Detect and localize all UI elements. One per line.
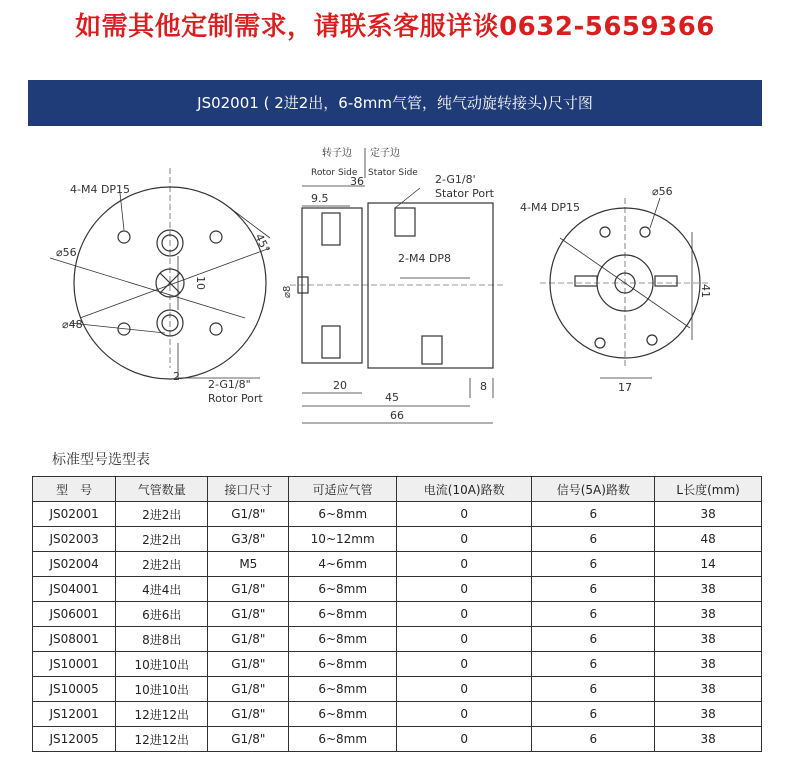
dim-45: 45 (385, 391, 399, 404)
stator-port-label-1: 2-G1/8' (435, 173, 476, 186)
table-cell: 12进12出 (116, 727, 208, 752)
dim-20: 20 (333, 379, 347, 392)
rotor-side-en: Rotor Side (311, 168, 358, 178)
table-cell: 0 (396, 502, 531, 527)
table-cell: 8进8出 (116, 627, 208, 652)
table-cell: 6 (532, 727, 655, 752)
left-dia56-label: ⌀56 (56, 246, 77, 259)
table-cell: G1/8" (208, 652, 289, 677)
table-row (33, 602, 762, 627)
table-cell: 4进4出 (116, 577, 208, 602)
table-cell: G1/8" (208, 502, 289, 527)
right-holes-label: 4-M4 DP15 (520, 201, 581, 214)
table-cell: 2进2出 (116, 527, 208, 552)
column-header: 可适应气管 (289, 477, 397, 502)
dim-36: 36 (350, 175, 364, 188)
dim-66: 66 (390, 409, 404, 422)
table-row (33, 527, 762, 552)
table-cell: 10进10出 (116, 677, 208, 702)
table-cell: 0 (396, 727, 531, 752)
table-cell: 2进2出 (116, 552, 208, 577)
table-cell: 6~8mm (289, 702, 397, 727)
left-dim-10: 10 (194, 276, 207, 290)
table-header-row (33, 477, 762, 502)
front-view-rotor (50, 168, 273, 379)
table-cell: 6 (532, 677, 655, 702)
table-cell: G1/8" (208, 677, 289, 702)
dim-17: 17 (618, 381, 632, 394)
rotor-port-label-1: 2-G1/8" (208, 378, 251, 391)
table-cell: 38 (655, 677, 762, 702)
stator-side-cn: 定子边 (370, 148, 400, 159)
table-cell: 2进2出 (116, 502, 208, 527)
table-cell: 38 (655, 727, 762, 752)
table-cell: JS08001 (33, 627, 116, 652)
table-cell: 6~8mm (289, 502, 397, 527)
table-cell: 6 (532, 627, 655, 652)
left-holes-label: 4-M4 DP15 (70, 183, 131, 196)
table-cell: 38 (655, 602, 762, 627)
table-cell: 0 (396, 577, 531, 602)
table-cell: JS12005 (33, 727, 116, 752)
column-header: 气管数量 (116, 477, 208, 502)
table-row (33, 627, 762, 652)
table-cell: JS06001 (33, 602, 116, 627)
table-cell: 12进12出 (116, 702, 208, 727)
left-dia48-label: ⌀48 (62, 318, 83, 331)
table-cell: 0 (396, 627, 531, 652)
table-cell: 10~12mm (289, 527, 397, 552)
table-row (33, 677, 762, 702)
table-cell: 6~8mm (289, 727, 397, 752)
table-cell: 0 (396, 527, 531, 552)
table-cell: 38 (655, 502, 762, 527)
table-cell: JS02004 (33, 552, 116, 577)
dim-41: 41 (699, 284, 712, 298)
table-cell: 38 (655, 702, 762, 727)
table-body (33, 502, 762, 752)
table-cell: 4~6mm (289, 552, 397, 577)
table-row (33, 727, 762, 752)
table-cell: G1/8" (208, 602, 289, 627)
table-cell: 6~8mm (289, 652, 397, 677)
right-dia56-label: ⌀56 (652, 185, 673, 198)
table-cell: JS02001 (33, 502, 116, 527)
table-title: 标准型号选型表 (52, 452, 150, 468)
rotor-port-label-2: Rotor Port (208, 392, 263, 405)
table-cell: 38 (655, 627, 762, 652)
table-cell: 6 (532, 602, 655, 627)
table-cell: G1/8" (208, 577, 289, 602)
table-row (33, 652, 762, 677)
column-header: 信号(5A)路数 (532, 477, 655, 502)
rotor-side-cn: 转子边 (322, 148, 352, 159)
table-cell: 38 (655, 652, 762, 677)
table-cell: 10进10出 (116, 652, 208, 677)
table-cell: 6进6出 (116, 602, 208, 627)
left-angle-45: 45° (252, 231, 273, 255)
table-cell: 6 (532, 577, 655, 602)
table-cell: 0 (396, 602, 531, 627)
table-cell: G1/8" (208, 702, 289, 727)
promo-banner: 如需其他定制需求，请联系客服详谈0632-5659366 (75, 12, 715, 42)
table-cell: JS02003 (33, 527, 116, 552)
dia8-label: ⌀8 (282, 285, 293, 298)
dim-8: 8 (480, 380, 487, 393)
table-cell: JS10001 (33, 652, 116, 677)
m4-dp8-label: 2-M4 DP8 (398, 252, 452, 265)
table-cell: G1/8" (208, 727, 289, 752)
table-cell: 38 (655, 577, 762, 602)
table-row (33, 702, 762, 727)
table-cell: G3/8" (208, 527, 289, 552)
dimension-drawing (0, 138, 790, 438)
table-cell: 0 (396, 552, 531, 577)
table-cell: JS10005 (33, 677, 116, 702)
column-header: 型 号 (33, 477, 116, 502)
table-cell: 6 (532, 652, 655, 677)
table-cell: 48 (655, 527, 762, 552)
table-cell: 6~8mm (289, 577, 397, 602)
table-row (33, 577, 762, 602)
table-cell: 6 (532, 552, 655, 577)
table-cell: 14 (655, 552, 762, 577)
column-header: L长度(mm) (655, 477, 762, 502)
table-cell: 6~8mm (289, 602, 397, 627)
table-cell: 0 (396, 677, 531, 702)
spec-table (32, 476, 762, 752)
column-header: 电流(10A)路数 (396, 477, 531, 502)
front-view-stator (540, 198, 710, 378)
table-cell: 6 (532, 502, 655, 527)
table-cell: M5 (208, 552, 289, 577)
stator-port-label-2: Stator Port (435, 187, 494, 200)
table-cell: JS04001 (33, 577, 116, 602)
table-cell: 6 (532, 702, 655, 727)
column-header: 接口尺寸 (208, 477, 289, 502)
drawing-title-bar: JS02001 ( 2进2出，6-8mm气管，纯气动旋转接头)尺寸图 (28, 80, 762, 126)
table-cell: 6~8mm (289, 627, 397, 652)
left-dim-2: 2 (173, 370, 180, 383)
table-cell: 0 (396, 652, 531, 677)
table-cell: 6 (532, 527, 655, 552)
table-cell: G1/8" (208, 627, 289, 652)
table-row (33, 552, 762, 577)
stator-side-en: Stator Side (368, 168, 418, 178)
table-row (33, 502, 762, 527)
dim-9-5: 9.5 (311, 192, 329, 205)
table-cell: 6~8mm (289, 677, 397, 702)
table-cell: 0 (396, 702, 531, 727)
table-cell: JS12001 (33, 702, 116, 727)
